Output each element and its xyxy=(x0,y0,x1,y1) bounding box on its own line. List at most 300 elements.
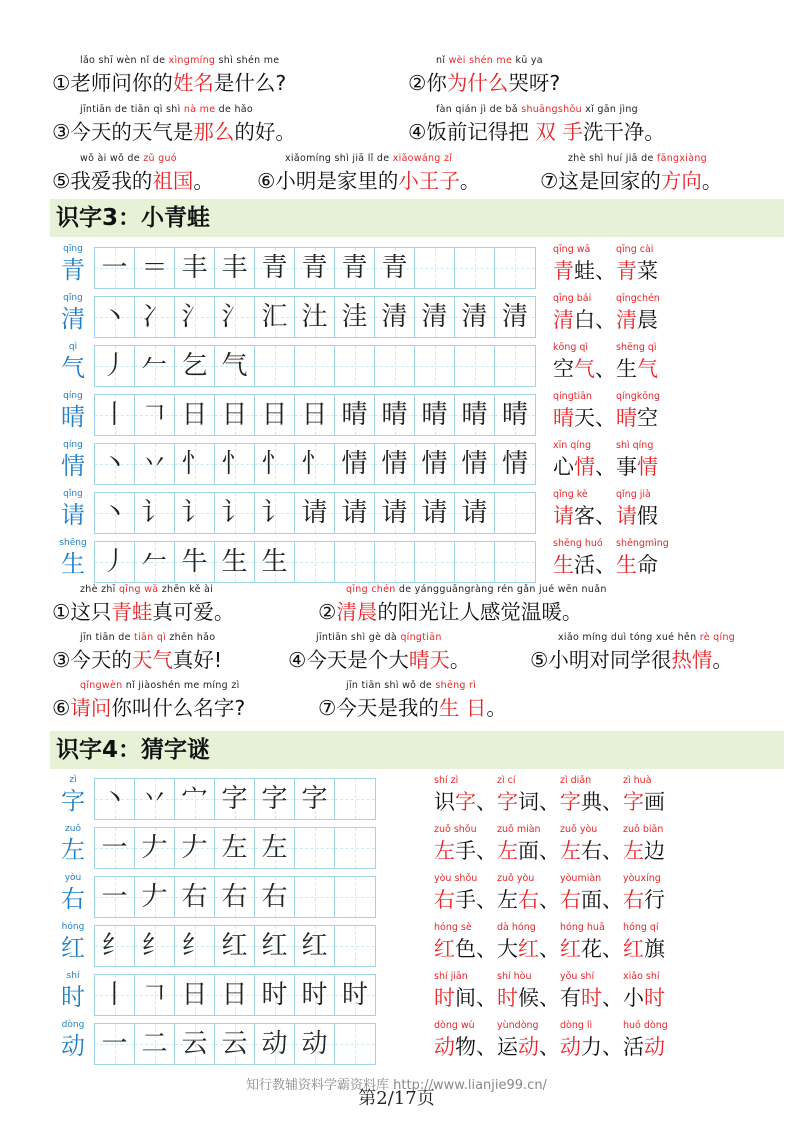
word-text xyxy=(616,354,658,384)
sentence-text xyxy=(52,597,234,627)
word-separator: 、 xyxy=(595,357,616,381)
stroke-step: 日 xyxy=(221,400,248,430)
highlight-text: qíngtiān xyxy=(400,632,442,643)
word-char: 间 xyxy=(455,986,476,1010)
stroke-step: 忄 xyxy=(261,449,288,479)
stroke-step: 宀 xyxy=(181,784,208,814)
word-item xyxy=(616,439,658,482)
stroke-step: 云 xyxy=(221,1029,248,1059)
stroke-step: 纟 xyxy=(101,931,128,961)
char-practice-row xyxy=(50,970,790,1018)
highlight-text: shuāngshǒu xyxy=(521,104,582,115)
stroke-step: 丰 xyxy=(221,253,248,283)
target-char-glyph: 晴 xyxy=(61,403,85,431)
stroke-cell xyxy=(135,975,175,1015)
highlight-text: zǔ guó xyxy=(143,153,177,164)
highlight-text: 清晨 xyxy=(336,600,378,624)
stroke-step: 清 xyxy=(421,302,448,332)
target-char-glyph: 青 xyxy=(61,256,85,284)
stroke-cell xyxy=(95,493,135,533)
word-char: 假 xyxy=(637,504,658,528)
stroke-step: 字 xyxy=(221,784,248,814)
word-separator: 、 xyxy=(539,1035,560,1059)
highlight-text: 那么 xyxy=(193,120,235,144)
stroke-step: 生 xyxy=(221,547,248,577)
stroke-cell xyxy=(295,779,335,819)
highlight-text: 天气 xyxy=(131,648,173,672)
highlight-text: 请问 xyxy=(70,696,112,720)
word-separator: 、 xyxy=(595,553,616,577)
stroke-cell xyxy=(295,828,335,868)
stroke-cell xyxy=(95,248,135,288)
stroke-step: 丷 xyxy=(141,784,168,814)
sentence-text xyxy=(52,117,296,147)
stroke-step: 时 xyxy=(341,980,368,1010)
word-separator: 、 xyxy=(595,259,616,283)
plain-text: jīntiān de tiān qì shì xyxy=(80,104,184,115)
plain-text: ①老师问你的 xyxy=(52,71,173,95)
sentence-text xyxy=(408,68,560,98)
stroke-step: 忄 xyxy=(181,449,208,479)
stroke-step: 青 xyxy=(381,253,408,283)
stroke-step: 红 xyxy=(301,931,328,961)
target-char-pinyin: shí xyxy=(66,971,80,981)
word-item xyxy=(616,488,658,531)
word-highlight-char: 清 xyxy=(616,308,637,332)
stroke-order-grid xyxy=(94,541,536,583)
stroke-step: 讠 xyxy=(181,498,208,528)
target-char xyxy=(56,341,90,383)
target-char-pinyin: shēng xyxy=(59,538,87,548)
stroke-step: 一 xyxy=(101,833,128,863)
word-examples xyxy=(434,774,665,817)
stroke-step: 丶 xyxy=(101,302,128,332)
word-char: 心 xyxy=(553,455,574,479)
plain-text: 的好。 xyxy=(234,120,296,144)
stroke-step: 丶 xyxy=(101,498,128,528)
stroke-cell xyxy=(415,395,455,435)
stroke-step: 𠂇 xyxy=(181,833,208,863)
stroke-cell xyxy=(375,493,415,533)
stroke-step: 讠 xyxy=(261,498,288,528)
stroke-cell xyxy=(215,297,255,337)
word-text xyxy=(553,550,616,580)
word-char: 天 xyxy=(574,406,595,430)
stroke-cell xyxy=(215,975,255,1015)
plain-text: jīntiān shì gè dà xyxy=(316,632,401,643)
word-highlight-char: 左 xyxy=(560,839,581,863)
stroke-cell xyxy=(335,1024,375,1064)
word-char: 候 xyxy=(518,986,539,1010)
word-text xyxy=(553,501,616,531)
section-header: 识字3：小青蛙 xyxy=(50,199,784,237)
word-highlight-char: 清 xyxy=(553,308,574,332)
plain-text: ⑤我爱我的 xyxy=(52,169,153,193)
word-separator: 、 xyxy=(602,839,623,863)
plain-text: 真可爱。 xyxy=(152,600,235,624)
word-examples xyxy=(434,823,665,866)
word-pinyin: yòuxíng xyxy=(623,873,661,884)
stroke-step: 晴 xyxy=(341,400,368,430)
stroke-cell xyxy=(495,542,535,582)
word-separator: 、 xyxy=(602,1035,623,1059)
plain-text: shì shén me xyxy=(215,55,280,66)
sentence-row xyxy=(52,152,792,198)
stroke-step: 请 xyxy=(301,498,328,528)
target-char xyxy=(56,1019,90,1061)
stroke-cell xyxy=(455,297,495,337)
stroke-cell xyxy=(255,248,295,288)
stroke-step: 汢 xyxy=(301,302,328,332)
word-pinyin: shí hòu xyxy=(497,971,532,982)
plain-text: 。 xyxy=(486,696,507,720)
target-char-glyph: 时 xyxy=(61,983,85,1011)
plain-text: ⑦这是回家的 xyxy=(540,169,661,193)
stroke-order-grid xyxy=(94,974,376,1016)
word-char: 活 xyxy=(623,1035,644,1059)
stroke-cell xyxy=(215,493,255,533)
stroke-step: 晴 xyxy=(501,400,528,430)
word-item xyxy=(553,243,616,286)
word-item xyxy=(497,921,560,964)
word-item xyxy=(560,872,623,915)
target-char-pinyin: qǐng xyxy=(63,489,83,499)
word-separator: 、 xyxy=(539,839,560,863)
target-char xyxy=(56,537,90,579)
target-char xyxy=(56,921,90,963)
highlight-text: 热情 xyxy=(671,648,713,672)
sentence-text xyxy=(52,68,286,98)
highlight-text: 祖国 xyxy=(152,169,194,193)
word-char: 蛙 xyxy=(574,259,595,283)
stroke-cell xyxy=(95,1024,135,1064)
stroke-cell xyxy=(375,395,415,435)
stroke-cell xyxy=(255,926,295,966)
stroke-cell xyxy=(295,877,335,917)
stroke-cell xyxy=(95,395,135,435)
char-practice-row xyxy=(50,774,790,822)
target-char-pinyin: qíng xyxy=(63,391,83,401)
stroke-cell xyxy=(295,975,335,1015)
target-char-glyph: 字 xyxy=(61,787,85,815)
word-text xyxy=(616,305,660,335)
word-char: 空 xyxy=(553,357,574,381)
word-highlight-char: 动 xyxy=(518,1035,539,1059)
stroke-step: 日 xyxy=(221,980,248,1010)
word-text xyxy=(560,787,623,817)
word-highlight-char: 右 xyxy=(623,888,644,912)
char-practice-row xyxy=(50,390,790,438)
stroke-step: 汇 xyxy=(261,302,288,332)
stroke-step: 纟 xyxy=(141,931,168,961)
stroke-order-grid xyxy=(94,247,536,289)
target-char xyxy=(56,243,90,285)
stroke-cell xyxy=(135,877,175,917)
word-char: 客 xyxy=(574,504,595,528)
highlight-text: fāngxiàng xyxy=(656,153,707,164)
word-text xyxy=(623,836,665,866)
word-pinyin: kōng qì xyxy=(553,342,589,353)
plain-text: lǎo shī wèn nǐ de xyxy=(80,55,169,66)
stroke-cell xyxy=(255,975,295,1015)
stroke-step: 丰 xyxy=(181,253,208,283)
word-separator: 、 xyxy=(539,937,560,961)
word-item xyxy=(553,439,616,482)
stroke-step: 𠃍 xyxy=(141,400,168,430)
stroke-cell xyxy=(215,395,255,435)
word-item xyxy=(623,774,665,817)
stroke-step: 请 xyxy=(421,498,448,528)
target-char xyxy=(56,970,90,1012)
stroke-cell xyxy=(375,444,415,484)
stroke-cell xyxy=(495,248,535,288)
sentence-text xyxy=(408,117,665,147)
stroke-cell xyxy=(215,779,255,819)
pinyin-line xyxy=(318,583,607,597)
target-char xyxy=(56,390,90,432)
stroke-step: 清 xyxy=(501,302,528,332)
stroke-cell xyxy=(215,926,255,966)
stroke-cell xyxy=(375,346,415,386)
plain-text: jīn tiān shì wǒ de xyxy=(346,680,436,691)
word-separator: 、 xyxy=(476,839,497,863)
highlight-text: 为什么 xyxy=(446,71,509,95)
stroke-cell xyxy=(175,297,215,337)
stroke-step: 讠 xyxy=(141,498,168,528)
word-pinyin: zuǒ biān xyxy=(623,824,664,835)
word-text xyxy=(434,983,497,1013)
plain-text: wǒ ài wǒ de xyxy=(80,153,144,164)
sentence-text xyxy=(52,166,214,196)
word-examples xyxy=(553,341,658,384)
pinyin-line xyxy=(540,152,722,166)
stroke-cell xyxy=(175,828,215,868)
word-char: 左 xyxy=(497,888,518,912)
stroke-cell xyxy=(175,975,215,1015)
stroke-step: 生 xyxy=(261,547,288,577)
word-item xyxy=(434,1019,497,1062)
target-char-pinyin: hóng xyxy=(61,922,85,932)
word-examples xyxy=(434,1019,668,1062)
stroke-order-grid xyxy=(94,778,376,820)
target-char-glyph: 右 xyxy=(61,885,85,913)
highlight-text: 双 手 xyxy=(535,120,583,144)
stroke-step: 请 xyxy=(381,498,408,528)
stroke-step: ＝ xyxy=(141,253,168,283)
plain-text: ② xyxy=(318,600,337,624)
char-practice-row xyxy=(50,537,790,585)
stroke-step: 红 xyxy=(261,931,288,961)
word-item xyxy=(623,1019,668,1062)
stroke-step: 乞 xyxy=(181,351,208,381)
stroke-cell xyxy=(215,877,255,917)
sentence xyxy=(52,583,234,629)
word-highlight-char: 情 xyxy=(574,455,595,479)
sentence xyxy=(530,631,735,677)
word-item xyxy=(560,823,623,866)
word-examples xyxy=(434,970,665,1013)
highlight-text: 方向 xyxy=(660,169,702,193)
word-item xyxy=(497,774,560,817)
word-item xyxy=(553,292,616,335)
word-highlight-char: 请 xyxy=(616,504,637,528)
word-text xyxy=(560,885,623,915)
word-char: 典 xyxy=(581,790,602,814)
stroke-step: 云 xyxy=(181,1029,208,1059)
word-pinyin: zuǒ yòu xyxy=(497,873,535,884)
word-text xyxy=(497,787,560,817)
stroke-cell xyxy=(255,346,295,386)
stroke-step: 字 xyxy=(301,784,328,814)
word-pinyin: hóng sè xyxy=(434,922,472,933)
word-pinyin: qīng cài xyxy=(616,244,654,255)
target-char-pinyin: qì xyxy=(68,342,78,352)
stroke-cell xyxy=(215,444,255,484)
pinyin-line xyxy=(52,631,222,645)
target-char-glyph: 气 xyxy=(61,354,85,382)
word-char: 手 xyxy=(455,839,476,863)
target-char-glyph: 生 xyxy=(61,550,85,578)
word-separator: 、 xyxy=(476,888,497,912)
word-item xyxy=(623,921,665,964)
stroke-cell xyxy=(175,779,215,819)
sentence xyxy=(318,679,507,725)
word-item xyxy=(616,390,660,433)
word-separator: 、 xyxy=(476,790,497,814)
highlight-text: 小王子 xyxy=(398,169,460,193)
stroke-cell xyxy=(255,297,295,337)
pinyin-line xyxy=(52,583,234,597)
word-pinyin: shēngmìng xyxy=(616,538,669,549)
stroke-cell xyxy=(335,444,375,484)
word-pinyin: huó dòng xyxy=(623,1020,668,1031)
word-item xyxy=(553,341,616,384)
target-char-pinyin: qīng xyxy=(63,244,83,254)
word-char: 识 xyxy=(434,790,455,814)
stroke-step: 左 xyxy=(261,833,288,863)
word-separator: 、 xyxy=(595,308,616,332)
word-text xyxy=(616,403,660,433)
word-pinyin: qíngtiān xyxy=(553,391,592,402)
stroke-step: 氵 xyxy=(181,302,208,332)
plain-text: ④饭前记得把 xyxy=(408,120,536,144)
stroke-cell xyxy=(215,248,255,288)
stroke-step: 丨 xyxy=(101,980,128,1010)
word-char: 事 xyxy=(616,455,637,479)
word-item xyxy=(560,774,623,817)
plain-text: zhēn hǎo xyxy=(166,632,216,643)
word-text xyxy=(434,836,497,866)
stroke-cell xyxy=(255,444,295,484)
stroke-cell xyxy=(295,395,335,435)
word-highlight-char: 红 xyxy=(434,937,455,961)
word-text xyxy=(623,885,665,915)
word-highlight-char: 情 xyxy=(637,455,658,479)
target-char xyxy=(56,439,90,481)
stroke-cell xyxy=(135,542,175,582)
plain-text: fàn qián jì de bǎ xyxy=(436,104,522,115)
word-pinyin: dòng lì xyxy=(560,1020,593,1031)
stroke-step: 丶 xyxy=(101,449,128,479)
stroke-cell xyxy=(95,297,135,337)
stroke-step: 一 xyxy=(101,253,128,283)
sentence-row xyxy=(52,583,792,629)
stroke-cell xyxy=(135,297,175,337)
word-pinyin: dòng wù xyxy=(434,1020,475,1031)
stroke-cell xyxy=(255,493,295,533)
word-text xyxy=(560,836,623,866)
stroke-cell xyxy=(455,542,495,582)
word-pinyin: hóng qí xyxy=(623,922,659,933)
word-char: 边 xyxy=(644,839,665,863)
sentence xyxy=(52,679,245,725)
word-text xyxy=(553,354,616,384)
sentence-text xyxy=(257,166,480,196)
stroke-step: 青 xyxy=(301,253,328,283)
word-highlight-char: 时 xyxy=(434,986,455,1010)
sentence xyxy=(52,54,286,100)
stroke-step: 日 xyxy=(181,980,208,1010)
highlight-text: tiān qì xyxy=(134,632,167,643)
plain-text: ⑥小明是家里的 xyxy=(257,169,399,193)
char-practice-row xyxy=(50,488,790,536)
stroke-cell xyxy=(335,248,375,288)
stroke-step: 青 xyxy=(261,253,288,283)
word-pinyin: dà hóng xyxy=(497,922,536,933)
word-pinyin: yòumiàn xyxy=(560,873,602,884)
stroke-step: 忄 xyxy=(301,449,328,479)
stroke-step: 情 xyxy=(341,449,368,479)
word-highlight-char: 动 xyxy=(434,1035,455,1059)
word-highlight-char: 青 xyxy=(616,259,637,283)
word-examples xyxy=(553,439,658,482)
word-highlight-char: 字 xyxy=(497,790,518,814)
word-pinyin: zuǒ shǒu xyxy=(434,824,477,835)
word-char: 旗 xyxy=(644,937,665,961)
highlight-text: qǐngwèn xyxy=(80,680,123,691)
stroke-cell xyxy=(175,248,215,288)
stroke-step: 时 xyxy=(301,980,328,1010)
word-char: 物 xyxy=(455,1035,476,1059)
stroke-step: 𠂉 xyxy=(141,351,168,381)
word-item xyxy=(497,872,560,915)
word-highlight-char: 红 xyxy=(623,937,644,961)
word-item xyxy=(434,774,497,817)
plain-text: ⑥ xyxy=(52,696,71,720)
stroke-cell xyxy=(135,248,175,288)
highlight-text: wèi shén me xyxy=(448,55,513,66)
sentence xyxy=(52,631,222,677)
stroke-order-grid xyxy=(94,876,376,918)
sentence xyxy=(52,152,214,198)
highlight-text: 生 日 xyxy=(438,696,487,720)
word-highlight-char: 晴 xyxy=(616,406,637,430)
pinyin-line xyxy=(288,631,470,645)
stroke-step: 丿 xyxy=(101,351,128,381)
stroke-cell xyxy=(175,926,215,966)
word-item xyxy=(560,921,623,964)
word-separator: 、 xyxy=(602,888,623,912)
word-separator: 、 xyxy=(476,1035,497,1059)
word-pinyin: xīn qíng xyxy=(553,440,592,451)
stroke-order-grid xyxy=(94,492,536,534)
word-highlight-char: 动 xyxy=(644,1035,665,1059)
sentence xyxy=(408,54,560,100)
plain-text: 。 xyxy=(701,169,723,193)
word-highlight-char: 青 xyxy=(553,259,574,283)
word-item xyxy=(623,823,665,866)
plain-text: 是什么? xyxy=(213,71,287,95)
